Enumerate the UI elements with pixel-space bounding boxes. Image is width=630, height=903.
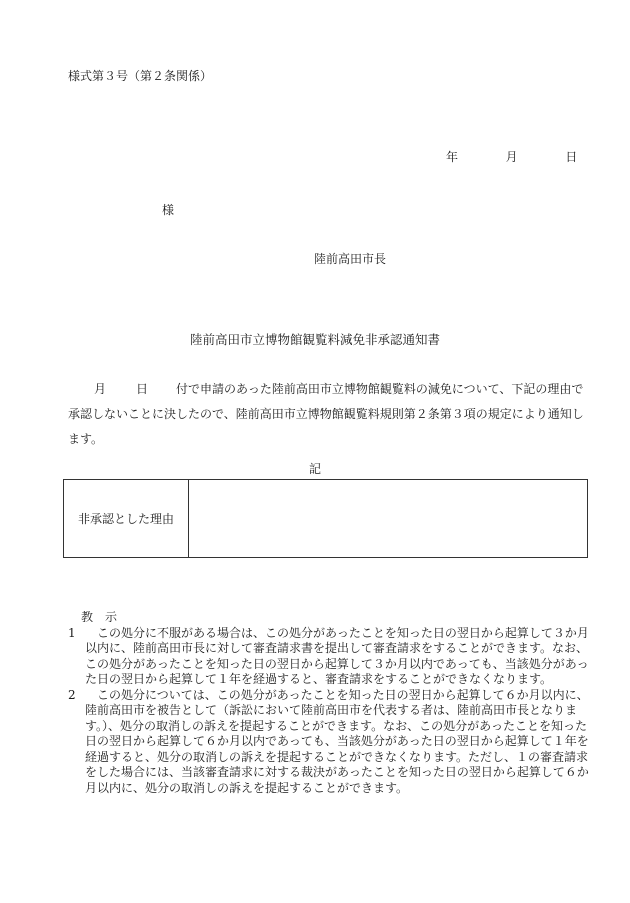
notice-item-text: この処分については、この処分があったことを知った日の翌日から起算して６か月以内に、陸前高田市を被告として（訴訟において陸前高田市を代表する者は、陸前高田市長となります。）、処分の取消しの訴えを提起することができます。なお、この処分があったことを知った日の翌日から起算して６か月以内であっても、当該処分があった日の翌日から起算して１年を経過すると、処分の取消しの訴えを提起することができなくなります。ただし、１の審査請求をした場合には、当該審査請求に対する裁決があったことを知った日の翌日から起算して６か月以内に、処分の取消しの訴えを提起することができます。 — [85, 687, 589, 795]
document-title: 陸前高田市立博物館観覧料減免非承認通知書 — [189, 332, 440, 347]
date-line — [446, 148, 577, 165]
notice-section — [68, 610, 592, 796]
notice-item — [68, 626, 592, 688]
notice-item-number: 1 — [68, 625, 76, 640]
body-text: 付で申請のあった陸前高田市立博物館観覧料の減免について、下記の理由で承認しないことに決したので、陸前高田市立博物館観覧料規則第２条第３項の規定により通知します。 — [68, 382, 584, 446]
notice-item-number: 2 — [68, 687, 76, 702]
body-day-label: 日 — [136, 382, 149, 396]
body-month-label: 月 — [94, 382, 107, 396]
date-year-label: 年 — [446, 150, 459, 164]
notice-item-text: この処分に不服がある場合は、この処分があったことを知った日の翌日から起算して３か月以内に、陸前高田市長に対して審査請求書を提出して審査請求をすることができます。なお、この処分があったことを知った日の翌日から起算して３か月以内であっても、当該処分があった日の翌日から起算して１年を経過すると、審査請求をすることができなくなります。 — [85, 625, 589, 686]
notice-heading: 教 示 — [81, 610, 118, 624]
form-number: 様式第３号（第２条関係） — [68, 69, 213, 83]
body-paragraph — [68, 377, 588, 452]
notice-item — [68, 688, 592, 797]
addressee-honorific: 様 — [162, 203, 175, 217]
ki-heading: 記 — [308, 462, 321, 476]
date-month-label: 月 — [505, 150, 518, 164]
date-day-label: 日 — [565, 150, 578, 164]
reason-table — [63, 479, 588, 558]
reason-label-cell — [64, 480, 189, 557]
reason-label: 非承認とした理由 — [77, 512, 174, 526]
reason-value-cell — [189, 480, 587, 557]
sender-name: 陸前高田市長 — [314, 252, 387, 266]
